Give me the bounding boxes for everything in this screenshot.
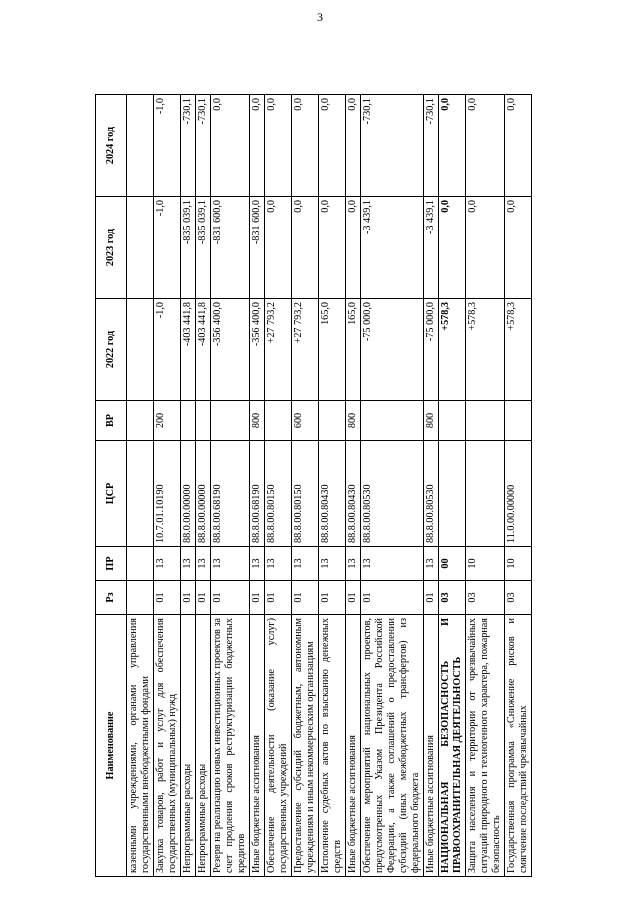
cell-vr: 800 xyxy=(346,401,361,441)
cell-2024: -730,1 xyxy=(196,95,211,197)
header-2022: 2022 год xyxy=(96,299,127,401)
cell-name: Непрограммные расходы xyxy=(196,615,211,877)
cell-name: Исполнение судебных актов по взысканию денежных средств xyxy=(319,615,346,877)
cell-2023: -835 039,1 xyxy=(196,197,211,299)
cell-vr: 600 xyxy=(292,401,319,441)
cell-rz: 01 xyxy=(319,581,346,615)
cell-2023: -3 439,1 xyxy=(424,197,439,299)
cell-pr: 13 xyxy=(265,547,292,581)
cell-rz: 01 xyxy=(346,581,361,615)
cell-name: НАЦИОНАЛЬНАЯ БЕЗОПАСНОСТЬ И ПРАВООХРАНИТЕЛЬНАЯ ДЕЯТЕЛЬНОСТЬ xyxy=(439,615,466,877)
cell-rz: 01 xyxy=(265,581,292,615)
header-2023: 2023 год xyxy=(96,197,127,299)
cell-rz: 01 xyxy=(424,581,439,615)
table-row xyxy=(127,95,154,877)
cell-2024: -730,1 xyxy=(424,95,439,197)
rotated-table-container xyxy=(95,95,540,877)
cell-2024: 0,0 xyxy=(265,95,292,197)
table-row xyxy=(292,95,319,877)
table-row xyxy=(466,95,505,877)
cell-2022 xyxy=(127,299,154,401)
cell-csr xyxy=(439,441,466,547)
table-row xyxy=(196,95,211,877)
cell-2022: +27 793,2 xyxy=(292,299,319,401)
cell-2023: 0,0 xyxy=(292,197,319,299)
cell-pr: 13 xyxy=(424,547,439,581)
cell-rz: 01 xyxy=(292,581,319,615)
cell-csr: 88.8.00.68190 xyxy=(211,441,250,547)
cell-name: Иные бюджетные ассигнования xyxy=(424,615,439,877)
cell-2022: -403 441,8 xyxy=(181,299,196,401)
cell-2022: -1,0 xyxy=(154,299,181,401)
cell-vr xyxy=(211,401,250,441)
cell-csr xyxy=(466,441,505,547)
cell-vr xyxy=(127,401,154,441)
cell-vr: 200 xyxy=(154,401,181,441)
cell-csr xyxy=(127,441,154,547)
cell-rz: 01 xyxy=(154,581,181,615)
cell-2022: -75 000,0 xyxy=(424,299,439,401)
cell-name: Иные бюджетные ассигнования xyxy=(346,615,361,877)
cell-rz: 03 xyxy=(466,581,505,615)
cell-pr: 13 xyxy=(211,547,250,581)
cell-csr: 88.8.00.80150 xyxy=(265,441,292,547)
cell-csr: 88.8.00.80430 xyxy=(346,441,361,547)
budget-table xyxy=(95,94,532,877)
cell-rz: 03 xyxy=(439,581,466,615)
header-rz: Рз xyxy=(96,581,127,615)
cell-name: Защита населения и территории от чрезвычайных ситуаций природного и техногенного характера, пожарная безопасность xyxy=(466,615,505,877)
cell-pr: 10 xyxy=(505,547,532,581)
cell-2022: -403 441,8 xyxy=(196,299,211,401)
cell-pr: 13 xyxy=(319,547,346,581)
cell-vr xyxy=(181,401,196,441)
cell-2023: -1,0 xyxy=(154,197,181,299)
header-2024: 2024 год xyxy=(96,95,127,197)
cell-name: Обеспечение мероприятий национальных проектов, предусмотренных Указом Президента Российской Федерации, а также соглашений о предоставлении субсидий (иных межбюджетных трансфертов) из федерального бюджета xyxy=(361,615,424,877)
cell-2022: -356 400,0 xyxy=(211,299,250,401)
cell-csr: 88.8.00.80150 xyxy=(292,441,319,547)
cell-rz xyxy=(127,581,154,615)
cell-2023 xyxy=(127,197,154,299)
cell-2024 xyxy=(127,95,154,197)
header-vr: ВР xyxy=(96,401,127,441)
cell-2023: -831 600,0 xyxy=(211,197,250,299)
cell-2024: 0,0 xyxy=(439,95,466,197)
cell-pr: 13 xyxy=(154,547,181,581)
table-row xyxy=(361,95,424,877)
cell-vr xyxy=(265,401,292,441)
cell-vr: 800 xyxy=(250,401,265,441)
cell-2022: +578,3 xyxy=(439,299,466,401)
cell-rz: 01 xyxy=(361,581,424,615)
cell-2022: -356 400,0 xyxy=(250,299,265,401)
table-row xyxy=(250,95,265,877)
cell-2024: 0,0 xyxy=(211,95,250,197)
cell-rz: 01 xyxy=(250,581,265,615)
cell-2024: 0,0 xyxy=(466,95,505,197)
table-row xyxy=(424,95,439,877)
table-row xyxy=(439,95,466,877)
cell-2024: 0,0 xyxy=(505,95,532,197)
header-name: Наименование xyxy=(96,615,127,877)
cell-pr: 13 xyxy=(292,547,319,581)
cell-name: казенными учреждениями, органами управления государственными внебюджетными фондами xyxy=(127,615,154,877)
cell-csr: 88.8.00.00000 xyxy=(196,441,211,547)
cell-2023: -831 600,0 xyxy=(250,197,265,299)
cell-name: Иные бюджетные ассигнования xyxy=(250,615,265,877)
cell-2024: -1,0 xyxy=(154,95,181,197)
cell-csr: 10.7.01.10190 xyxy=(154,441,181,547)
cell-2022: +27 793,2 xyxy=(265,299,292,401)
cell-pr: 13 xyxy=(181,547,196,581)
cell-vr xyxy=(196,401,211,441)
cell-2023: 0,0 xyxy=(505,197,532,299)
cell-2023: -835 039,1 xyxy=(181,197,196,299)
table-row xyxy=(505,95,532,877)
cell-2024: 0,0 xyxy=(292,95,319,197)
cell-csr: 11.0.00.00000 xyxy=(505,441,532,547)
table-row xyxy=(319,95,346,877)
cell-2022: 165,0 xyxy=(346,299,361,401)
table-row xyxy=(265,95,292,877)
table-row xyxy=(154,95,181,877)
cell-rz: 01 xyxy=(181,581,196,615)
cell-name: Предоставление субсидий бюджетным, автономным учреждениям и иным некоммерческим организациям xyxy=(292,615,319,877)
cell-csr: 88.8.00.80430 xyxy=(319,441,346,547)
cell-vr xyxy=(505,401,532,441)
cell-2023: 0,0 xyxy=(265,197,292,299)
cell-vr xyxy=(439,401,466,441)
cell-2022: -75 000,0 xyxy=(361,299,424,401)
cell-name: Резерв на реализацию новых инвестиционных проектов за счет продления сроков реструктуризации бюджетных кредитов xyxy=(211,615,250,877)
cell-pr: 10 xyxy=(466,547,505,581)
cell-2023: 0,0 xyxy=(346,197,361,299)
cell-2024: 0,0 xyxy=(346,95,361,197)
cell-2023: 0,0 xyxy=(319,197,346,299)
cell-2023: 0,0 xyxy=(439,197,466,299)
cell-pr xyxy=(127,547,154,581)
cell-vr xyxy=(319,401,346,441)
cell-2023: -3 439,1 xyxy=(361,197,424,299)
cell-2022: +578,3 xyxy=(466,299,505,401)
cell-2024: 0,0 xyxy=(250,95,265,197)
cell-csr: 88.8.00.80530 xyxy=(361,441,424,547)
cell-2024: 0,0 xyxy=(319,95,346,197)
cell-pr: 13 xyxy=(361,547,424,581)
cell-rz: 03 xyxy=(505,581,532,615)
cell-pr: 13 xyxy=(196,547,211,581)
cell-vr: 800 xyxy=(424,401,439,441)
cell-csr: 88.8.00.80530 xyxy=(424,441,439,547)
page-number: 3 xyxy=(317,10,323,24)
header-csr: ЦСР xyxy=(96,441,127,547)
cell-pr: 00 xyxy=(439,547,466,581)
cell-vr xyxy=(466,401,505,441)
cell-pr: 13 xyxy=(346,547,361,581)
cell-2024: -730,1 xyxy=(361,95,424,197)
table-row xyxy=(346,95,361,877)
cell-2023: 0,0 xyxy=(466,197,505,299)
cell-name: Закупка товаров, работ и услуг для обеспечения государственных (муниципальных) нужд xyxy=(154,615,181,877)
cell-csr: 88.8.00.68190 xyxy=(250,441,265,547)
cell-rz: 01 xyxy=(196,581,211,615)
table-row xyxy=(211,95,250,877)
table-header-row xyxy=(96,95,127,877)
cell-vr xyxy=(361,401,424,441)
cell-name: Непрограммные расходы xyxy=(181,615,196,877)
header-pr: ПР xyxy=(96,547,127,581)
cell-rz: 01 xyxy=(211,581,250,615)
cell-pr: 13 xyxy=(250,547,265,581)
cell-name: Государственная программа «Снижение рисков и смягчение последствий чрезвычайных xyxy=(505,615,532,877)
cell-csr: 88.0.00.00000 xyxy=(181,441,196,547)
cell-2022: +578,3 xyxy=(505,299,532,401)
cell-2024: -730,1 xyxy=(181,95,196,197)
table-row xyxy=(181,95,196,877)
cell-2022: 165,0 xyxy=(319,299,346,401)
cell-name: Обеспечение деятельности (оказание услуг) государственных учреждений xyxy=(265,615,292,877)
